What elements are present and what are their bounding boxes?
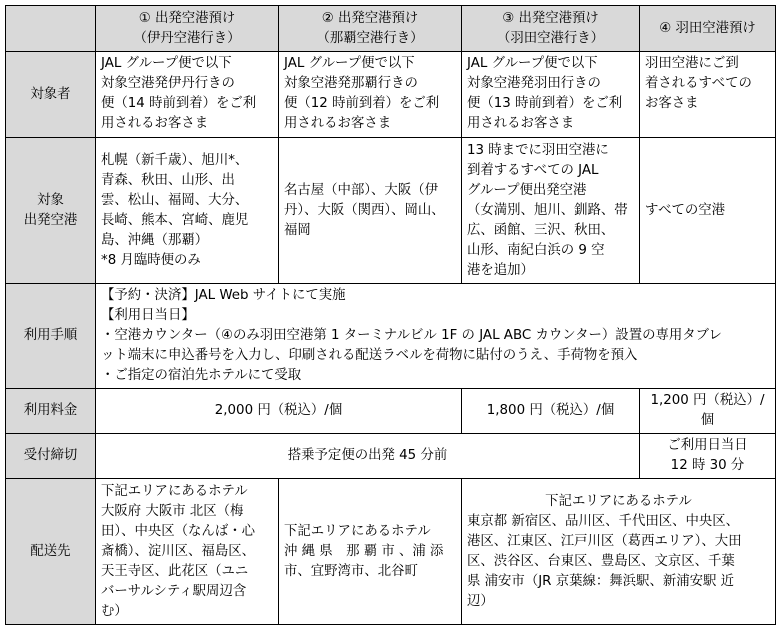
row-label-procedure: 利用手順 xyxy=(6,284,96,389)
header-col-2-subtitle: （那覇空港行き） xyxy=(316,30,424,46)
header-col-4-title: ④ 羽田空港預け xyxy=(659,20,756,36)
airports-cell-4: すべての空港 xyxy=(640,138,776,284)
header-col-2 xyxy=(279,6,462,52)
row-label-delivery: 配送先 xyxy=(6,479,96,625)
delivery-cell-2: 下記エリアにあるホテル 沖 縄 県 那 覇 市 、浦 添 市、宜野湾市、北谷町 xyxy=(279,479,462,625)
header-col-3-title: ③ 出発空港預け xyxy=(502,10,599,26)
deadline-cell-4: ご利用日当日 12 時 30 分 xyxy=(640,434,776,479)
row-fee xyxy=(6,389,776,434)
header-col-1 xyxy=(96,6,279,52)
airports-cell-1: 札幌（新千歳）、旭川*、 青森、秋田、山形、出 雲、松山、福岡、大分、 長崎、熊本、宮崎、鹿児 島、沖縄（那覇） *8 月臨時便のみ xyxy=(96,138,279,284)
target-cell-3: JAL グループ便で以下 対象空港発羽田行きの 便（13 時前到着）をご利 用されるお客さま xyxy=(462,52,640,138)
row-deadline xyxy=(6,434,776,479)
deadline-cell-1-3: 搭乗予定便の出発 45 分前 xyxy=(96,434,640,479)
header-col-1-title: ① 出発空港預け xyxy=(138,10,236,26)
row-label-airports-line1: 対象 xyxy=(37,192,64,208)
delivery-cell-3-4 xyxy=(462,479,776,625)
header-col-3-subtitle: （羽田空港行き） xyxy=(496,30,605,46)
row-label-airports xyxy=(6,138,96,284)
header-col-3 xyxy=(462,6,640,52)
row-label-target: 対象者 xyxy=(6,52,96,138)
row-label-fee: 利用料金 xyxy=(6,389,96,434)
delivery-cell-1: 下記エリアにあるホテル 大阪府 大阪市 北区（梅 田）、中央区（なんば・心 斎橋）、淀川区、福島区、 天王寺区、此花区（ユニ バーサルシティ駅周辺含 む） xyxy=(96,479,279,625)
fee-cell-4: 1,200 円（税込）/個 xyxy=(640,389,776,434)
airports-cell-3: 13 時までに羽田空港に 到着するすべての JAL グループ便出発空港 （女満別、旭川、釧路、帯 広、函館、三沢、秋田、 山形、南紀白浜の 9 空 港を追加） xyxy=(462,138,640,284)
row-delivery xyxy=(6,479,776,625)
header-col-4 xyxy=(640,6,776,52)
fee-cell-1-2: 2,000 円（税込）/個 xyxy=(96,389,462,434)
row-label-airports-line2: 出発空港 xyxy=(23,212,78,228)
header-row xyxy=(6,6,776,52)
delivery-cell-3-4-title: 下記エリアにあるホテル xyxy=(545,493,692,509)
row-label-deadline: 受付締切 xyxy=(6,434,96,479)
target-cell-1: JAL グループ便で以下 対象空港発伊丹行きの 便（14 時前到着）をご利 用されるお客さま xyxy=(96,52,279,138)
header-corner xyxy=(6,6,96,52)
service-table-wrapper xyxy=(5,5,776,625)
row-target xyxy=(6,52,776,138)
target-cell-4: 羽田空港にご到 着されるすべての お客さま xyxy=(640,52,776,138)
header-col-2-title: ② 出発空港預け xyxy=(321,10,419,26)
baggage-delivery-table xyxy=(5,5,776,625)
row-airports xyxy=(6,138,776,284)
header-col-1-subtitle: （伊丹空港行き） xyxy=(133,30,241,46)
row-procedure xyxy=(6,284,776,389)
fee-cell-3: 1,800 円（税込）/個 xyxy=(462,389,640,434)
procedure-cell: 【予約・決済】JAL Web サイトにて実施 【利用日当日】 ・空港カウンター（④のみ羽田空港第 1 ターミナルビル 1F の JAL ABC カウンター）設置の専用タブレ ット端末に申込番号を入力し、印刷される配送ラベルを荷物に貼付のうえ、手荷物を預入 ・ご指定の宿泊先ホテルにて受取 xyxy=(96,284,776,389)
airports-cell-2: 名古屋（中部）、大阪（伊 丹）、大阪（関西）、岡山、 福岡 xyxy=(279,138,462,284)
target-cell-2: JAL グループ便で以下 対象空港発那覇行きの 便（12 時前到着）をご利 用されるお客さま xyxy=(279,52,462,138)
delivery-cell-3-4-areas: 東京都 新宿区、品川区、千代田区、中央区、 港区、江東区、江戸川区（葛西エリア）、大田 区、渋谷区、台東区、豊島区、文京区、千葉 県 浦安市（JR 京葉線：舞浜駅、新浦安駅 近 辺） xyxy=(467,513,742,609)
